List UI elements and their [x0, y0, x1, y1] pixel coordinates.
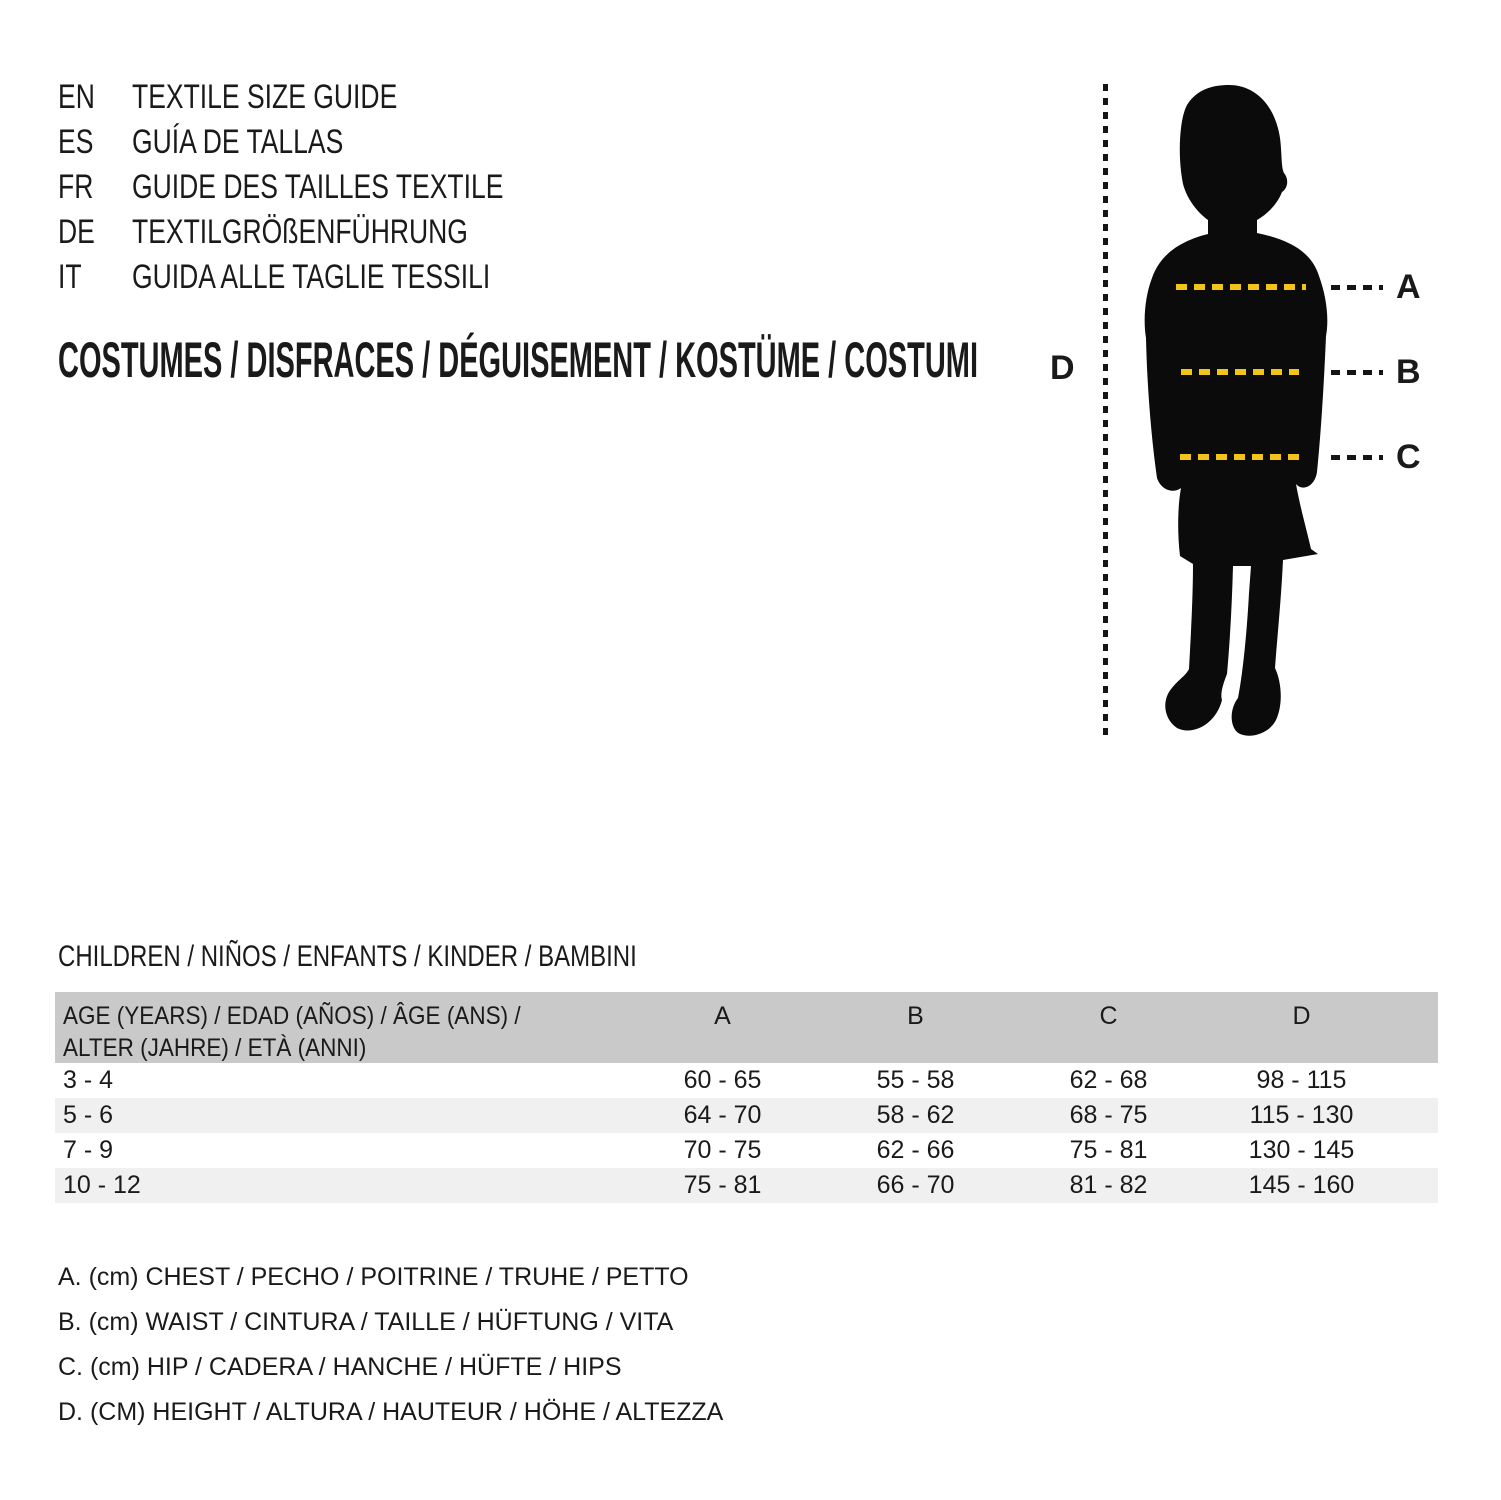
hip-cell: 81 - 82 [1069, 1171, 1148, 1199]
lang-label-text: TEXTILGRÖßENFÜHRUNG [132, 213, 468, 251]
column-header-c: C [1099, 1002, 1118, 1030]
height-cell: 130 - 145 [1248, 1136, 1355, 1164]
lang-row-en [58, 75, 608, 120]
lang-row-de [58, 210, 608, 255]
table-title [58, 942, 781, 972]
lang-code-text: FR [58, 168, 94, 206]
waist-cell: 55 - 58 [876, 1066, 955, 1094]
height-cell: 115 - 130 [1249, 1101, 1354, 1129]
lang-label-text: GUIDA ALLE TAGLIE TESSILI [132, 258, 491, 296]
chest-cell: 75 - 81 [683, 1171, 762, 1199]
chest-measure-line [1176, 284, 1306, 290]
age-header-line1: AGE (YEARS) / EDAD (AÑOS) / ÂGE (ANS) / [63, 1002, 521, 1030]
legend-item-waist: B. (cm) WAIST / CINTURA / TAILLE / HÜFTUNG / VITA [58, 1308, 674, 1336]
measure-label-c: C [1396, 438, 1421, 476]
height-cell: 145 - 160 [1248, 1171, 1355, 1199]
lang-code [58, 213, 132, 252]
lang-label [132, 78, 472, 117]
legend-item-hip: C. (cm) HIP / CADERA / HANCHE / HÜFTE / HIPS [58, 1353, 622, 1381]
waist-measure-line [1181, 369, 1299, 375]
table-title-text: CHILDREN / NIÑOS / ENFANTS / KINDER / BAMBINI [58, 940, 637, 973]
lang-code [58, 123, 132, 162]
age-cell: 7 - 9 [63, 1136, 114, 1164]
hip-cell: 62 - 68 [1069, 1066, 1148, 1094]
hip-leader-line [1331, 455, 1383, 460]
child-silhouette-icon [1125, 83, 1345, 743]
lang-label [132, 258, 591, 297]
column-header-d: D [1292, 1002, 1311, 1030]
table-row [55, 1098, 1438, 1133]
lang-label-text: TEXTILE SIZE GUIDE [132, 78, 398, 116]
column-header-a: A [714, 1002, 731, 1030]
lang-code [58, 78, 132, 117]
age-cell: 3 - 4 [63, 1066, 114, 1094]
lang-label-text: GUÍA DE TALLAS [132, 123, 344, 161]
waist-cell: 66 - 70 [876, 1171, 955, 1199]
legend-item-chest: A. (cm) CHEST / PECHO / POITRINE / TRUHE / PETTO [58, 1263, 689, 1291]
lang-row-it [58, 255, 608, 300]
lang-code-text: EN [58, 78, 95, 116]
lang-code [58, 168, 132, 207]
table-row [55, 1133, 1438, 1168]
chest-cell: 70 - 75 [683, 1136, 762, 1164]
measure-label-a: A [1396, 268, 1421, 306]
lang-row-es [58, 120, 608, 165]
column-header-b: B [907, 1002, 924, 1030]
height-dashed-line [1103, 84, 1108, 742]
hip-measure-line [1180, 454, 1306, 460]
lang-label-text: GUIDE DES TAILLES TEXTILE [132, 168, 504, 206]
language-guide-list [58, 75, 608, 300]
lang-label [132, 168, 608, 207]
measure-label-b: B [1396, 353, 1421, 391]
age-cell: 10 - 12 [63, 1171, 141, 1199]
age-column-header [55, 992, 626, 1064]
lang-code-text: IT [58, 258, 82, 296]
waist-cell: 58 - 62 [876, 1101, 955, 1129]
table-row [55, 1063, 1438, 1098]
lang-row-fr [58, 165, 608, 210]
lang-code-text: ES [58, 123, 94, 161]
legend-item-height: D. (CM) HEIGHT / ALTURA / HAUTEUR / HÖHE / ALTEZZA [58, 1398, 724, 1426]
table-row [55, 1168, 1438, 1203]
children-size-table [55, 992, 1438, 1203]
child-silhouette-path [1145, 85, 1328, 736]
table-header-row [55, 992, 1438, 1063]
waist-cell: 62 - 66 [876, 1136, 955, 1164]
age-header-line2: ALTER (JAHRE) / ETÀ (ANNI) [63, 1034, 367, 1062]
height-cell: 98 - 115 [1256, 1066, 1347, 1094]
measure-label-d: D [1050, 349, 1075, 387]
chest-cell: 64 - 70 [683, 1101, 762, 1129]
hip-cell: 75 - 81 [1069, 1136, 1148, 1164]
age-cell: 5 - 6 [63, 1101, 114, 1129]
hip-cell: 68 - 75 [1069, 1101, 1148, 1129]
lang-code-text: DE [58, 213, 95, 251]
lang-code [58, 258, 132, 297]
lang-label [132, 213, 563, 252]
category-title-text: COSTUMES / DISFRACES / DÉGUISEMENT / KOSTÜME / COSTUMI [58, 332, 979, 388]
measurement-legend [58, 1255, 723, 1435]
chest-cell: 60 - 65 [683, 1066, 762, 1094]
chest-leader-line [1331, 285, 1383, 290]
lang-label [132, 123, 403, 162]
waist-leader-line [1331, 370, 1383, 375]
